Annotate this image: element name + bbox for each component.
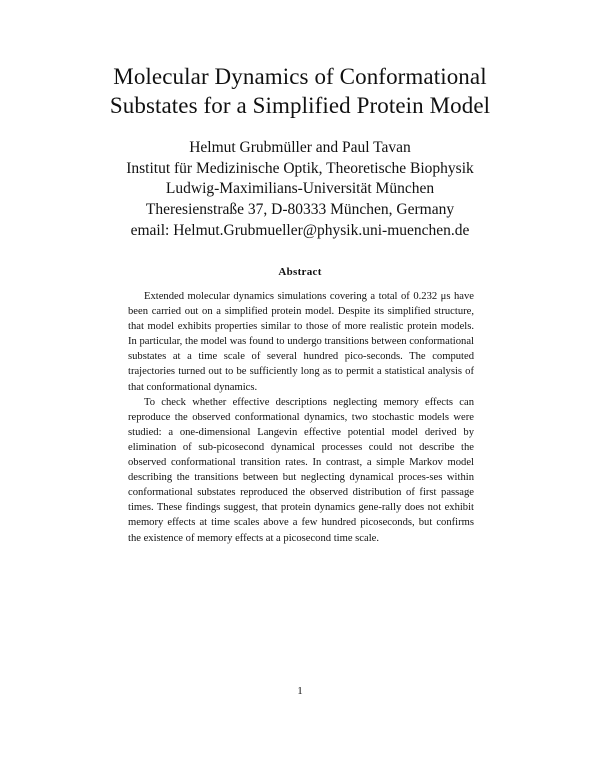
paper-title bbox=[60, 62, 540, 120]
affiliation-address: Theresienstraße 37, D-80333 München, Germany bbox=[145, 200, 455, 218]
affiliation-university: Ludwig-Maximilians-Universität München bbox=[165, 180, 435, 197]
author-names: Helmut Grubmüller and Paul Tavan bbox=[189, 139, 411, 156]
title-line: Molecular Dynamics of Conformational bbox=[113, 64, 487, 89]
author-block bbox=[60, 138, 540, 220]
abstract-paragraph: To check whether effective descriptions neglecting memory effects can reproduce the observed conformational dynamics, two stochastic models were studied: a one-dimensional Langevin effective potential model derived by elimination of sub-picosecond dynamical processes could not describe the observed conformational transition rates. In contrast, a simple Markov model describing the transitions between but neglecting dynamical proces-ses within conformational substates reproduced the observed distribution of first passage times. These findings suggest, that protein dynamics gene-rally does not exhibit memory effects at time scales above a few hundred picoseconds, but confirms the existence of memory effects at a picosecond time scale. bbox=[128, 396, 474, 544]
title-line: Substates for a Simplified Protein Model bbox=[109, 93, 491, 118]
abstract-paragraph: Extended molecular dynamics simulations covering a total of 0.232 μs have been carried out on a simplified protein model. Despite its simplified structure, that model exhibits properties similar to those of more realistic protein models. In particular, the model was found to undergo transitions between conformational substates at a time scale of several hundred pico-seconds. The computed trajectories turned out to be sufficiently long as to permit a statistical analysis of that conformational dynamics. bbox=[128, 291, 474, 393]
page-number: 1 bbox=[297, 685, 303, 697]
affiliation-institute: Institut für Medizinische Optik, Theoretische Biophysik bbox=[126, 159, 474, 177]
abstract-heading: Abstract bbox=[278, 266, 322, 278]
author-email: email: Helmut.Grubmueller@physik.uni-muenchen.de bbox=[130, 222, 470, 239]
abstract-body bbox=[128, 289, 474, 546]
